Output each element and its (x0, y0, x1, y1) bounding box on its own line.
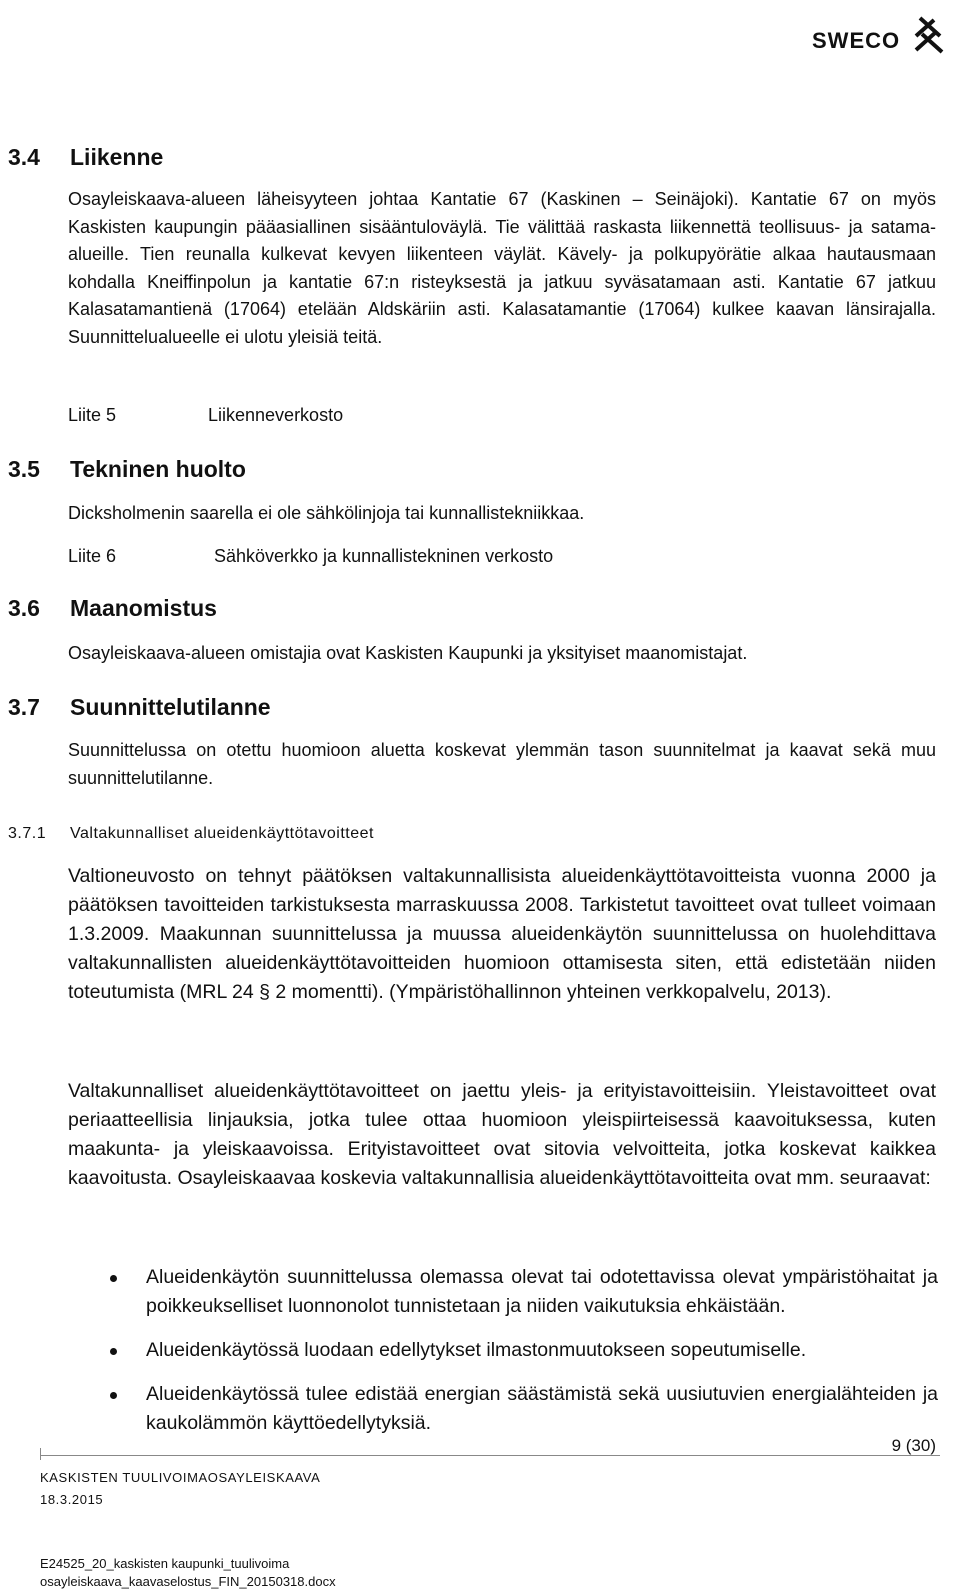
logo-text: SWECO (812, 28, 901, 53)
subsection-number: 3.7.1 (8, 825, 47, 842)
section-number: 3.4 (8, 144, 40, 170)
list-item (68, 1336, 938, 1365)
section-3-5-paragraph: Dicksholmenin saarella ei ole sähkölinjoja tai kunnallistekniikkaa. (68, 503, 585, 523)
section-title: Tekninen huolto (70, 456, 246, 482)
section-title: Suunnittelutilanne (70, 694, 271, 720)
section-number: 3.5 (8, 456, 40, 482)
bullet-icon (110, 1348, 117, 1355)
attachment-5-label: Liite 5 (68, 405, 117, 425)
list-item-text: Alueidenkäytön suunnittelussa olemassa olevat tai odotettavissa olevat ympäristöhaitat ja poikkeukselliset luonnonolot tunnistetaan ja niiden vaikutuksia ehkäistään. (146, 1266, 938, 1317)
section-title: Liikenne (70, 144, 164, 170)
attachment-6-title: Sähköverkko ja kunnallistekninen verkosto (214, 546, 554, 566)
footer-divider (40, 1455, 940, 1456)
list-item-text: Alueidenkäytössä luodaan edellytykset ilmastonmuutokseen sopeutumiselle. (146, 1339, 807, 1361)
section-3-4-paragraph: Osayleiskaava-alueen läheisyyteen johtaa Kantatie 67 (Kaskinen – Seinäjoki). Kantatie 67 on myös Kaskisten kaupungin pääasiallinen sisääntuloväylä. Tie välittää raskasta liikennettä teollisuus- ja satama-alueille. Tien reunalla kulkevat kevyen liikenteen väylät. Kävely- ja polkupyörätie alkaa hautausmaan kohdalla Kneiffinpolun ja kantatie 67:n risteyksestä ja jatkuu syväsatamaan asti. Kantatie 67 jatkuu Kalasatamantienä (17064) etelään Aldskäriin asti. Kalasatamantie (17064) kulkee kaavan länsirajalla. Suunnittelualueelle ei ulotu yleisiä teitä. (68, 189, 936, 347)
section-3-7-1-paragraph-1: Valtioneuvosto on tehnyt päätöksen valtakunnallisista alueidenkäyttötavoitteista vuonna 2000 ja päätöksen tavoitteiden tarkistuksesta marraskuussa 2008. Tarkistetut tavoitteet ovat tulleet voimaan 1.3.2009. Maakunnan suunnittelussa ja muussa alueidenkäytön suunnittelussa on huolehdittava valtakunnallisten alueidenkäyttötavoitteiden huomioon ottamisesta siten, että edistetään niiden toteutumista (MRL 24 § 2 momentti). (Ympäristöhallinnon yhteinen verkkopalvelu, 2013). (68, 865, 936, 1003)
list-item-text: Alueidenkäytössä tulee edistää energian säästämistä sekä uusiutuvien energialähteiden ja kaukolämmön käyttöedellytyksiä. (146, 1383, 938, 1434)
bullet-icon (110, 1392, 117, 1399)
footer-date: 18.3.2015 (40, 1492, 104, 1507)
sweco-logo (812, 14, 952, 54)
sweco-mark-icon (912, 14, 948, 54)
section-number: 3.6 (8, 595, 40, 621)
attachment-5-title: Liikenneverkosto (208, 405, 344, 425)
section-3-7-1-paragraph-2: Valtakunnalliset alueidenkäyttötavoitteet on jaettu yleis- ja erityistavoitteisiin. Yleistavoitteet ovat periaatteellisia linjauksia, jotka tulee ottaa huomioon yleispiirteisessä kaavoituksessa, kuten maakunta- ja yleiskaavoissa. Erityistavoitteet ovat sitovia velvoitteita, jotka koskevat kaikkea kaavoitusta. Osayleiskaavaa koskevia valtakunnallisia alueidenkäyttötavoitteita ovat mm. seuraavat: (68, 1080, 936, 1189)
footer-file-line-2: osayleiskaava_kaavaselostus_FIN_20150318.docx (40, 1574, 336, 1589)
subsection-title: Valtakunnalliset alueidenkäyttötavoitteet (70, 825, 374, 842)
page-number: 9 (30) (891, 1436, 936, 1455)
objectives-list (68, 1263, 938, 1453)
section-3-6-paragraph: Osayleiskaava-alueen omistajia ovat Kaskisten Kaupunki ja yksityiset maanomistajat. (68, 643, 748, 663)
footer-project: KASKISTEN TUULIVOIMAOSAYLEISKAAVA (40, 1470, 321, 1485)
footer-tick (40, 1448, 41, 1460)
list-item (68, 1263, 938, 1321)
section-3-7-paragraph: Suunnittelussa on otettu huomioon aluetta koskevat ylemmän tason suunnitelmat ja kaavat sekä muu suunnittelutilanne. (68, 740, 936, 788)
list-item (68, 1380, 938, 1438)
bullet-icon (110, 1275, 117, 1282)
attachment-6-label: Liite 6 (68, 546, 117, 566)
footer-file-line-1: E24525_20_kaskisten kaupunki_tuulivoima (40, 1556, 290, 1571)
section-title: Maanomistus (70, 595, 217, 621)
section-number: 3.7 (8, 694, 40, 720)
